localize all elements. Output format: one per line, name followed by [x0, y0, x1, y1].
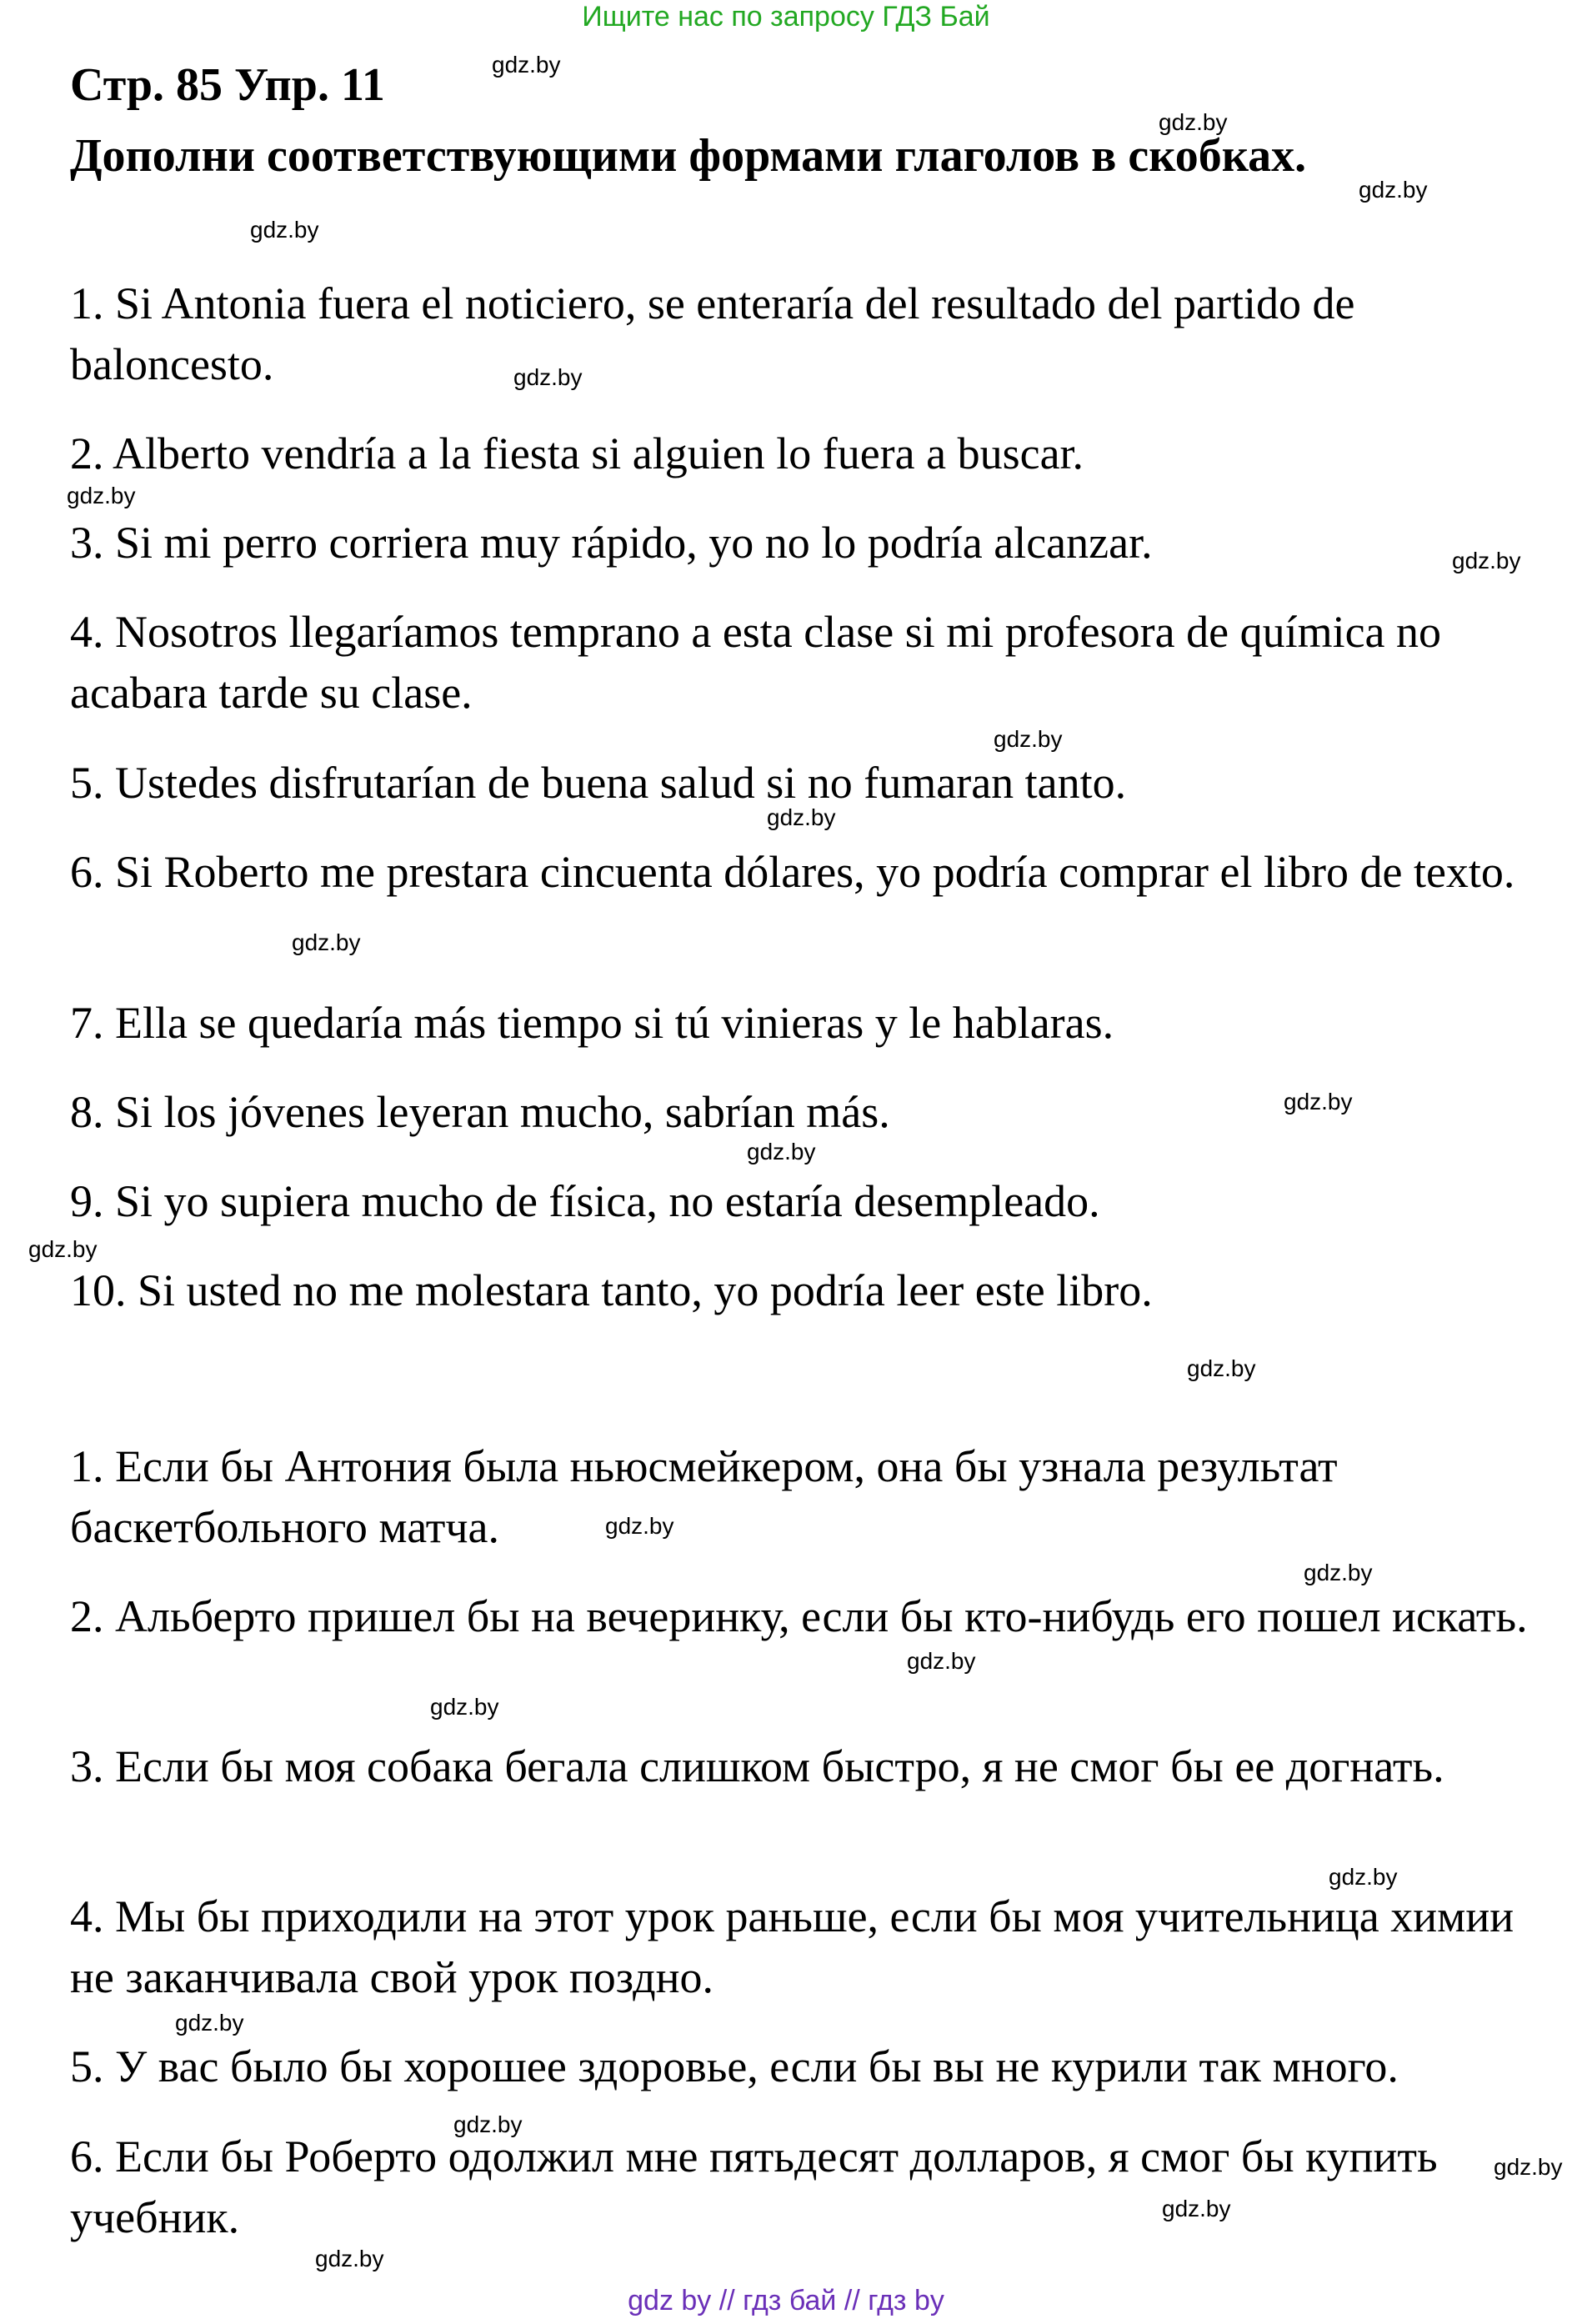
- watermark: gdz.by: [907, 1648, 976, 1674]
- watermark: gdz.by: [492, 52, 561, 78]
- watermark: gdz.by: [767, 804, 836, 830]
- spanish-sentence-3: 3. Si mi perro corriera muy rápido, yo no lo podría alcanzar.: [70, 518, 1153, 568]
- russian-sentence-4: 4. Мы бы приходили на этот урок раньше, если бы моя учительница химии не заканчивала свой урок поздно.: [70, 1891, 1514, 2002]
- top-banner: Ищите нас по запросу ГДЗ Бай: [582, 1, 990, 33]
- watermark: gdz.by: [67, 483, 136, 508]
- watermark: gdz.by: [1452, 548, 1521, 573]
- spanish-sentence-2: 2. Alberto vendría a la fiesta si alguien lo fuera a buscar.: [70, 428, 1084, 478]
- watermark: gdz.by: [292, 929, 361, 955]
- russian-sentence-2: 2. Альберто пришел бы на вечеринку, если бы кто-нибудь его пошел искать.: [70, 1591, 1528, 1641]
- watermark: gdz.by: [513, 364, 583, 390]
- spanish-sentence-8: 8. Si los jóvenes leyeran mucho, sabrían más.: [70, 1087, 890, 1137]
- watermark: gdz.by: [1284, 1089, 1353, 1114]
- watermark: gdz.by: [250, 217, 319, 243]
- watermark: gdz.by: [1329, 1864, 1398, 1890]
- page-title: Стр. 85 Упр. 11: [70, 59, 385, 111]
- spanish-sentence-7: 7. Ella se quedaría más tiempo si tú vinieras y le hablaras.: [70, 998, 1114, 1048]
- watermark: gdz.by: [747, 1139, 816, 1165]
- watermark: gdz.by: [453, 2111, 523, 2137]
- spanish-sentence-4: 4. Nosotros llegaríamos temprano a esta clase si mi profesora de química no acabara tarde su clase.: [70, 607, 1442, 718]
- watermark: gdz.by: [175, 2010, 244, 2036]
- watermark: gdz.by: [1159, 109, 1228, 135]
- watermark: gdz.by: [430, 1694, 499, 1720]
- exercise-instruction: Дополни соответствующими формами глаголов в скобках.: [70, 130, 1307, 182]
- russian-sentence-6: 6. Если бы Роберто одолжил мне пятьдесят долларов, я смог бы купить учебник.: [70, 2131, 1438, 2242]
- watermark: gdz.by: [1494, 2154, 1563, 2180]
- watermark: gdz.by: [28, 1236, 98, 1262]
- spanish-sentence-1: 1. Si Antonia fuera el noticiero, se enteraría del resultado del partido de baloncesto.: [70, 278, 1355, 389]
- spanish-sentence-9: 9. Si yo supiera mucho de física, no estaría desempleado.: [70, 1176, 1100, 1226]
- watermark: gdz.by: [994, 726, 1063, 752]
- footer-links: gdz by // гдз бай // гдз by: [628, 2285, 944, 2316]
- watermark: gdz.by: [605, 1513, 674, 1539]
- spanish-sentence-5: 5. Ustedes disfrutarían de buena salud si no fumaran tanto.: [70, 758, 1127, 808]
- watermark: gdz.by: [1162, 2196, 1231, 2221]
- russian-sentence-3: 3. Если бы моя собака бегала слишком быстро, я не смог бы ее догнать.: [70, 1741, 1444, 1791]
- russian-sentence-1: 1. Если бы Антония была ньюсмейкером, она бы узнала результат баскетбольного матча.: [70, 1441, 1338, 1552]
- watermark: gdz.by: [1304, 1560, 1373, 1585]
- spanish-sentence-10: 10. Si usted no me molestara tanto, yo podría leer este libro.: [70, 1265, 1153, 1315]
- watermark: gdz.by: [1187, 1355, 1256, 1381]
- watermark: gdz.by: [315, 2246, 384, 2271]
- spanish-sentence-6: 6. Si Roberto me prestara cincuenta dólares, yo podría comprar el libro de texto.: [70, 847, 1515, 897]
- russian-sentence-5: 5. У вас было бы хорошее здоровье, если бы вы не курили так много.: [70, 2041, 1399, 2091]
- watermark: gdz.by: [1359, 177, 1428, 203]
